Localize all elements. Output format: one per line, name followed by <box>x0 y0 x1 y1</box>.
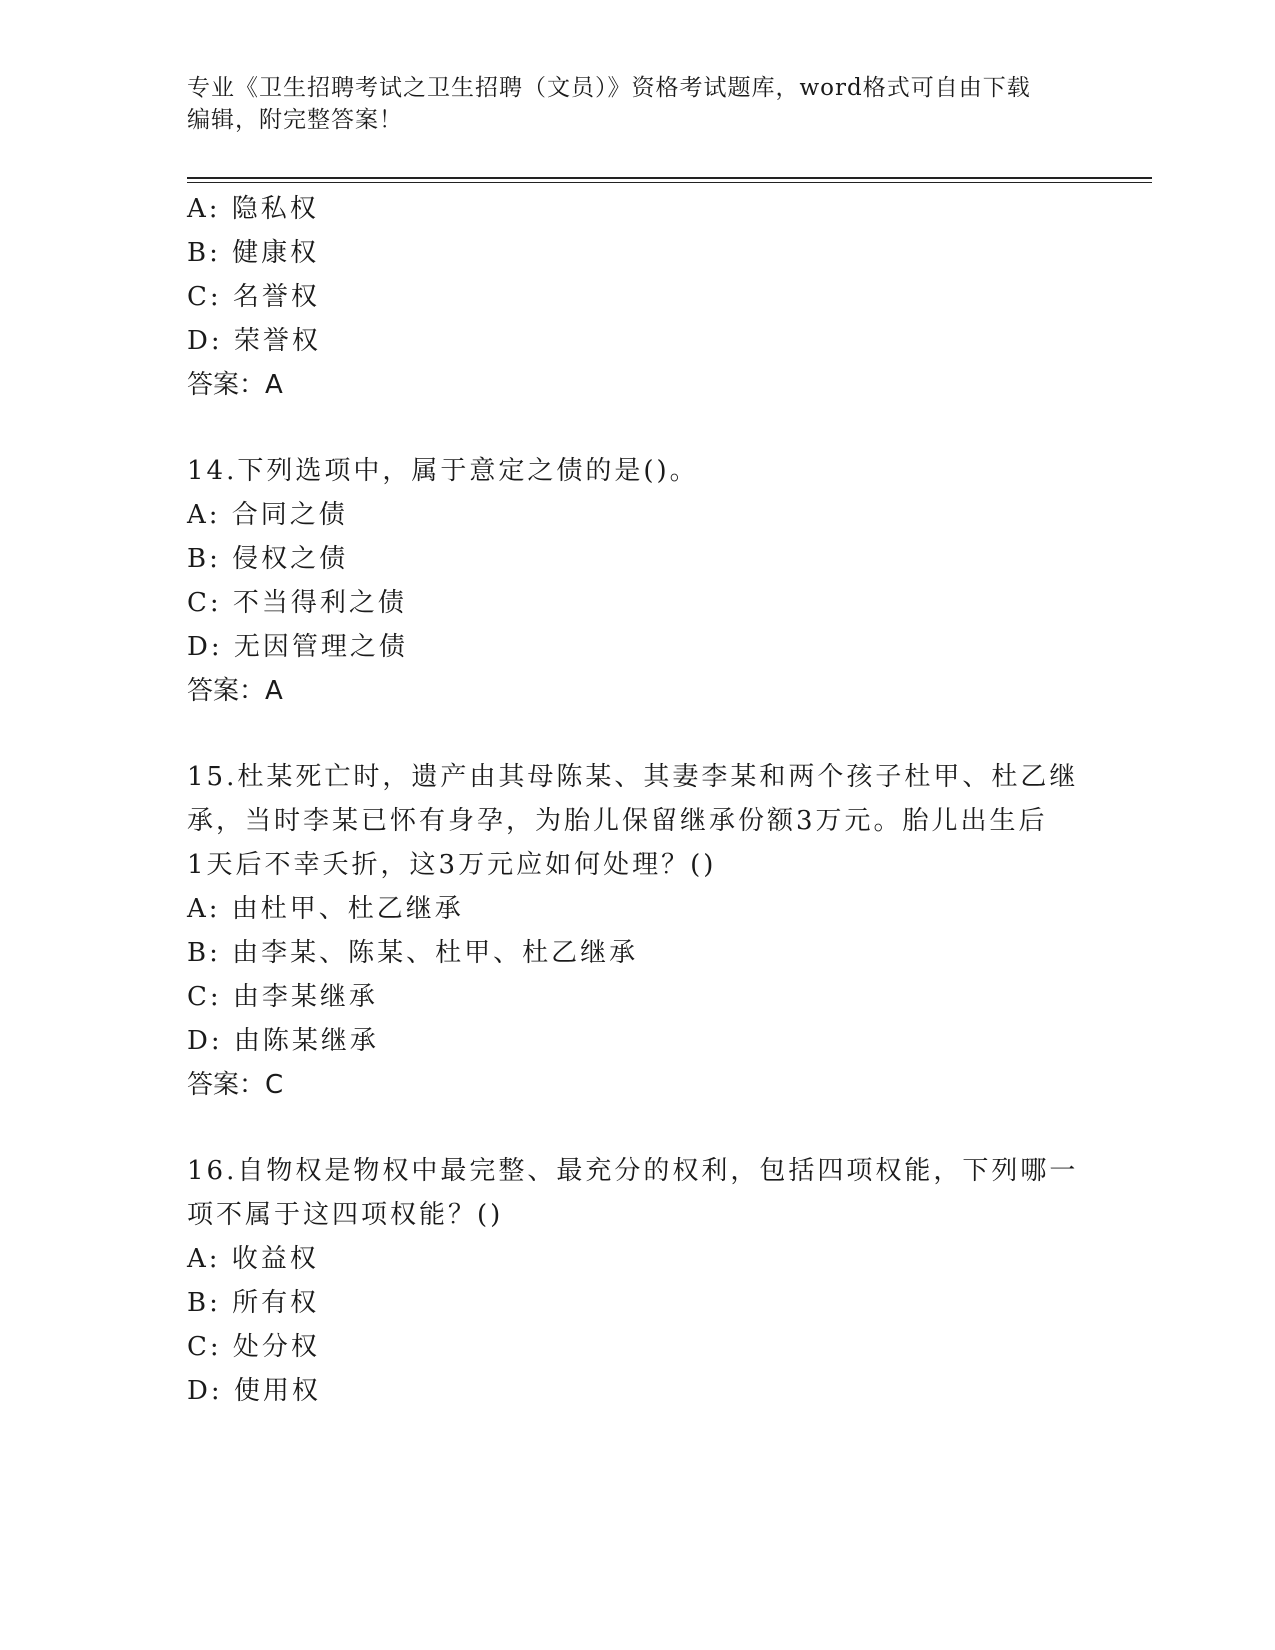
header-line-1: 专业《卫生招聘考试之卫生招聘（文员）》资格考试题库，word格式可自由下载 <box>187 75 1031 101</box>
q14-option-a: A: 合同之债 <box>187 500 348 530</box>
q14-option-b: B: 侵权之债 <box>187 544 349 574</box>
q16-option-a: A: 收益权 <box>187 1244 319 1274</box>
q13-option-a: A: 隐私权 <box>187 194 319 224</box>
q13-option-b: B: 健康权 <box>187 238 320 268</box>
q14-answer: 答案：A <box>187 676 283 706</box>
q16-option-d: D: 使用权 <box>187 1376 321 1406</box>
q14-option-d: D: 无因管理之债 <box>187 632 408 662</box>
q15-answer: 答案：C <box>187 1070 284 1100</box>
q16-question-line-1: 16.自物权是物权中最完整、最充分的权利，包括四项权能，下列哪一 <box>187 1156 1079 1186</box>
header-line-2: 编辑，附完整答案！ <box>187 107 403 133</box>
q15-option-a: A: 由杜甲、杜乙继承 <box>187 894 464 924</box>
q15-question-line-3: 1天后不幸夭折，这3万元应如何处理？() <box>187 850 717 880</box>
header-divider-thick <box>187 177 1152 179</box>
q13-answer: 答案：A <box>187 370 283 400</box>
q16-option-b: B: 所有权 <box>187 1288 320 1318</box>
q15-option-b: B: 由李某、陈某、杜甲、杜乙继承 <box>187 938 639 968</box>
q14-question: 14.下列选项中，属于意定之债的是()。 <box>187 456 699 486</box>
q15-option-c: C: 由李某继承 <box>187 982 378 1012</box>
q15-option-d: D: 由陈某继承 <box>187 1026 379 1056</box>
header-divider-thin <box>187 182 1152 183</box>
q16-option-c: C: 处分权 <box>187 1332 320 1362</box>
q16-question-line-2: 项不属于这四项权能？() <box>187 1200 504 1230</box>
q13-option-c: C: 名誉权 <box>187 282 320 312</box>
q15-question-line-2: 承，当时李某已怀有身孕，为胎儿保留继承份额3万元。胎儿出生后 <box>187 806 1048 836</box>
q13-option-d: D: 荣誉权 <box>187 326 321 356</box>
q14-option-c: C: 不当得利之债 <box>187 588 407 618</box>
document-header <box>187 72 1087 136</box>
q15-question-line-1: 15.杜某死亡时，遗产由其母陈某、其妻李某和两个孩子杜甲、杜乙继 <box>187 762 1079 792</box>
